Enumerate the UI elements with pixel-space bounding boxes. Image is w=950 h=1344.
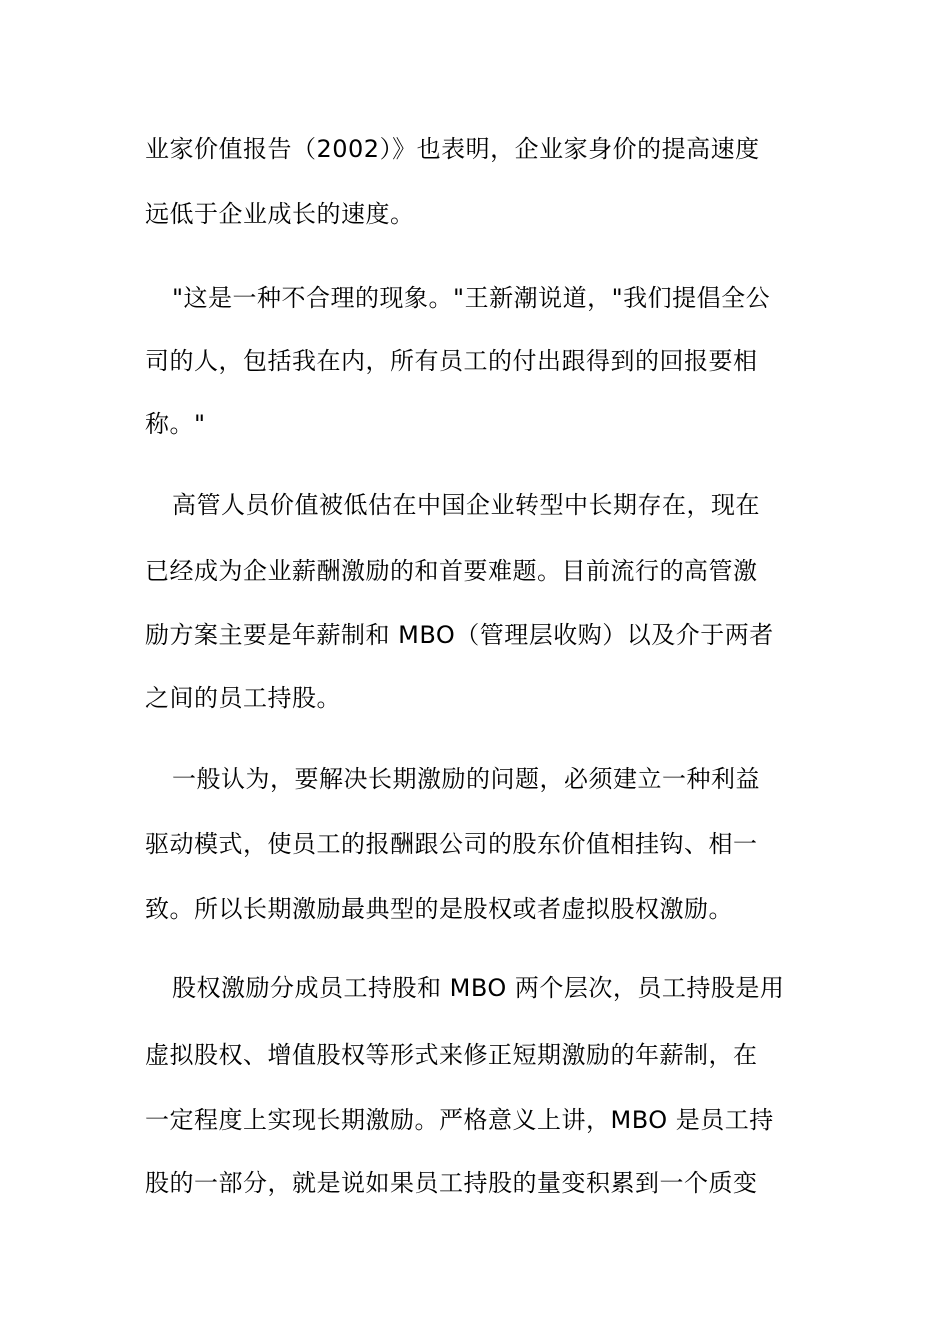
paragraph-1-line-1: 业家价值报告（2002）》也表明，企业家身价的提高速度	[145, 135, 760, 163]
paragraph-4-line-3: 致。所以长期激励最典型的是股权或者虚拟股权激励。	[145, 895, 733, 923]
paragraph-2-line-2: 司的人，包括我在内，所有员工的付出跟得到的回报要相	[145, 347, 758, 375]
paragraph-4-line-2: 驱动模式，使员工的报酬跟公司的股东价值相挂钩、相一	[145, 830, 758, 858]
paragraph-5-line-2: 虚拟股权、增值股权等形式来修正短期激励的年薪制，在	[145, 1041, 758, 1069]
paragraph-3-line-2: 已经成为企业薪酬激励的和首要难题。目前流行的高管激	[145, 557, 758, 585]
paragraph-5-line-1: 股权激励分成员工持股和 MBO 两个层次，员工持股是用	[172, 974, 785, 1002]
paragraph-2-line-3: 称。"	[145, 410, 206, 438]
paragraph-5-line-4: 股的一部分，就是说如果员工持股的量变积累到一个质变	[145, 1169, 758, 1197]
paragraph-3-line-3: 励方案主要是年薪制和 MBO（管理层收购）以及介于两者	[145, 621, 774, 649]
paragraph-2-line-1: "这是一种不合理的现象。"王新潮说道，"我们提倡全公	[172, 284, 771, 312]
paragraph-3-line-1: 高管人员价值被低估在中国企业转型中长期存在，现在	[172, 491, 760, 519]
paragraph-1-line-2: 远低于企业成长的速度。	[145, 200, 415, 228]
paragraph-3-line-4: 之间的员工持股。	[145, 684, 341, 712]
paragraph-5-line-3: 一定程度上实现长期激励。严格意义上讲，MBO 是员工持	[145, 1106, 774, 1134]
paragraph-4-line-1: 一般认为，要解决长期激励的问题，必须建立一种利益	[172, 765, 760, 793]
